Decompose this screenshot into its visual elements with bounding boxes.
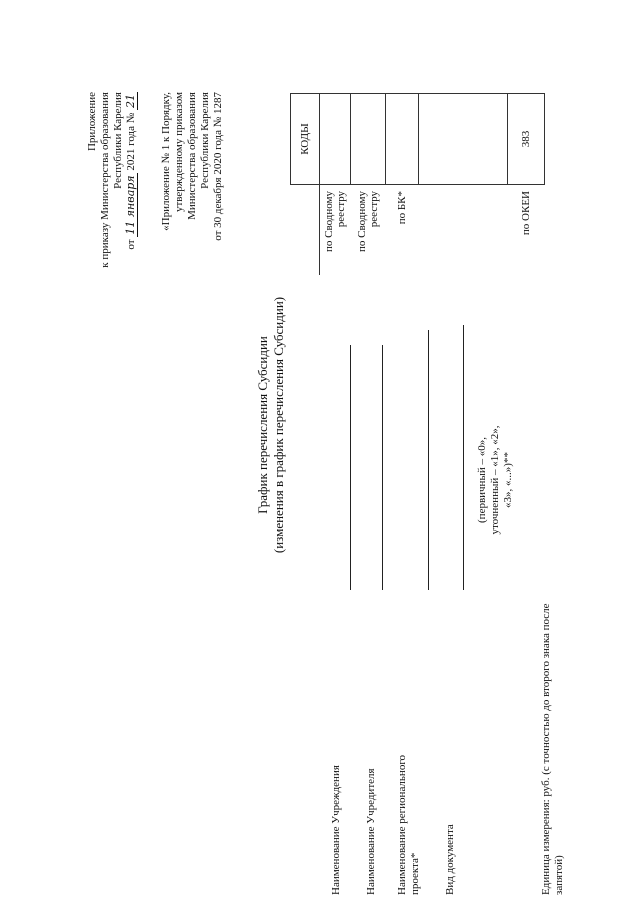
- doc-type-hint-line: (первичный – «0»,: [476, 437, 488, 523]
- field-project-label-line: Наименование регионального: [396, 754, 408, 895]
- codes-row-value: [320, 94, 351, 185]
- appendix-line: к приказу Министерства образования: [99, 92, 111, 268]
- field-doc-type-line: [463, 325, 464, 590]
- codes-row-value: [386, 94, 419, 185]
- codes-row: [320, 94, 351, 276]
- title-sub: (изменения в график перечисления Субсидии): [271, 296, 286, 554]
- codes-table: [290, 93, 545, 275]
- codes-row: [386, 94, 419, 276]
- date-prefix: от: [125, 239, 137, 250]
- appendix-ref-line: Республики Карелия: [199, 92, 211, 189]
- codes-row: [508, 94, 545, 276]
- codes-row-label: по Сводному реестру: [323, 191, 348, 253]
- unit-line: запятой): [553, 855, 565, 895]
- field-institution-label: Наименование Учреждения: [330, 765, 342, 895]
- codes-row: [419, 94, 508, 276]
- appendix-header: [86, 92, 138, 352]
- field-project-label-line: проекта*: [409, 852, 421, 895]
- unit-of-measurement: [540, 603, 566, 895]
- codes-row: [351, 94, 386, 276]
- unit-line: Единица измерения: руб. (с точностью до второго знака после: [540, 603, 552, 895]
- doc-type-hint-line: уточненный – «1», «2»,: [489, 425, 501, 535]
- field-founder-label: Наименование Учредителя: [365, 768, 377, 895]
- field-project-line: [428, 330, 429, 590]
- codes-row-label: по ОКЕИ: [519, 191, 532, 236]
- appendix-ref-line: Министерства образования: [186, 92, 198, 220]
- codes-row-label: по БК*: [395, 191, 408, 225]
- field-doc-type-label: Вид документа: [444, 824, 456, 895]
- doc-type-hint-line: «3», «...»)**: [502, 452, 514, 508]
- field-institution-line: [350, 345, 351, 590]
- handwritten-date: 11 января: [124, 175, 137, 235]
- appendix-ref-line: от 30 декабря 2020 года № 1287: [212, 92, 224, 241]
- appendix-line: Приложение: [86, 92, 98, 152]
- date-mid: 2021 года №: [125, 112, 137, 171]
- codes-row-value: [351, 94, 386, 185]
- field-founder-line: [382, 345, 383, 590]
- codes-empty-corner: [291, 185, 320, 276]
- appendix-ref-line: «Приложение № 1 к Порядку,: [160, 92, 172, 231]
- appendix-line: Республики Карелия: [112, 92, 124, 189]
- codes-row-label: по Сводному реестру: [356, 191, 380, 253]
- codes-header: КОДЫ: [291, 94, 320, 185]
- title-main: График перечисления Субсидии: [255, 336, 270, 514]
- field-doc-type-hint: [476, 400, 515, 560]
- appendix-ref-line: утвержденному приказом: [173, 92, 185, 213]
- handwritten-number: 21: [124, 94, 137, 108]
- codes-row-label: [419, 185, 508, 276]
- codes-header-row: [291, 94, 320, 276]
- codes-row-value: [419, 94, 508, 185]
- field-project-label: [396, 755, 422, 895]
- codes-row-value: 383: [508, 94, 545, 185]
- appendix-reference: [160, 92, 225, 352]
- appendix-date: [125, 92, 138, 352]
- document-title: [255, 145, 287, 705]
